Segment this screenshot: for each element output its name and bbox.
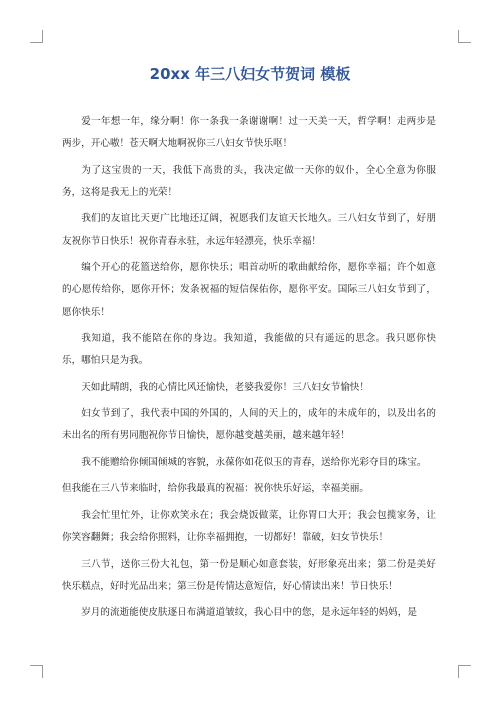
paragraph: 我们的友谊比天更广比地还辽阔，祝愿我们友谊天长地久。三八妇女节到了，好朋友祝你节日快乐！祝你青春永驻，永远年轻漂亮，快乐幸福！ <box>62 213 436 247</box>
paragraph: 天如此晴朗，我的心情比风还愉快，老婆我爱你！三八妇女节愉快！ <box>81 381 369 393</box>
crop-mark-bottom-right <box>458 665 471 678</box>
paragraph: 编个开心的花篮送给你，愿你快乐；唱首动听的歌曲献给你，愿你幸福；许个如意的心愿传给你，愿你开怀；发条祝福的短信保佑你，愿你平安。国际三八妇女节到了，愿你快乐！ <box>62 262 436 318</box>
crop-mark-bottom-left <box>30 665 43 678</box>
paragraph: 三八节，送你三份大礼包，第一份是顺心如意套装，好形象亮出来；第二份是美好快乐糕点，好时光品出来；第三份是传情达意短信，好心情读出来！节日快乐！ <box>62 558 436 592</box>
paragraph: 妇女节到了，我代表中国的外国的，人间的天上的，成年的未成年的，以及出名的未出名的所有男同胞祝你节日愉快，愿你越变越美丽，越来越年轻！ <box>62 408 436 442</box>
page-title: 20xx 年三八妇女节贺词 模板 <box>149 65 351 83</box>
document-body <box>62 111 436 629</box>
paragraph: 我会忙里忙外，让你欢笑永在；我会烧饭做菜，让你胃口大开；我会包揽家务，让你笑容翻舞；我会给你照料，让你幸福拥抱，一切都好！靠破，妇女节快乐！ <box>62 509 436 544</box>
paragraph: 我知道，我不能陪在你的身边。我知道，我能做的只有遥远的思念。我只愿你快乐，哪怕只是为我。 <box>62 333 436 367</box>
crop-mark-top-left <box>30 30 43 43</box>
paragraph: 岁月的流逝能使皮肤逐日布满道道皱纹，我心目中的您，是永远年轻的妈妈，是 <box>81 607 417 619</box>
paragraph: 我不能赠给你倾国倾城的容貌，永葆你如花似玉的青春，送给你光彩夺目的珠宝。 <box>81 456 427 468</box>
paragraph: 但我能在三八节来临时，给你我最真的祝福：祝你快乐好运，幸福美丽。 <box>62 483 369 495</box>
paragraph: 为了这宝贵的一天，我低下高贵的头，我决定做一天你的奴仆，全心全意为你服务，这将是我无上的光荣！ <box>62 164 436 198</box>
paragraph: 爱一年想一年，缘分啊！你一条我一条谢谢啊！过一天美一天，哲学啊！走两步是两步，开心嗷！苍天啊大地啊祝你三八妇女节快乐呕！ <box>62 116 436 150</box>
crop-mark-top-right <box>458 30 471 43</box>
